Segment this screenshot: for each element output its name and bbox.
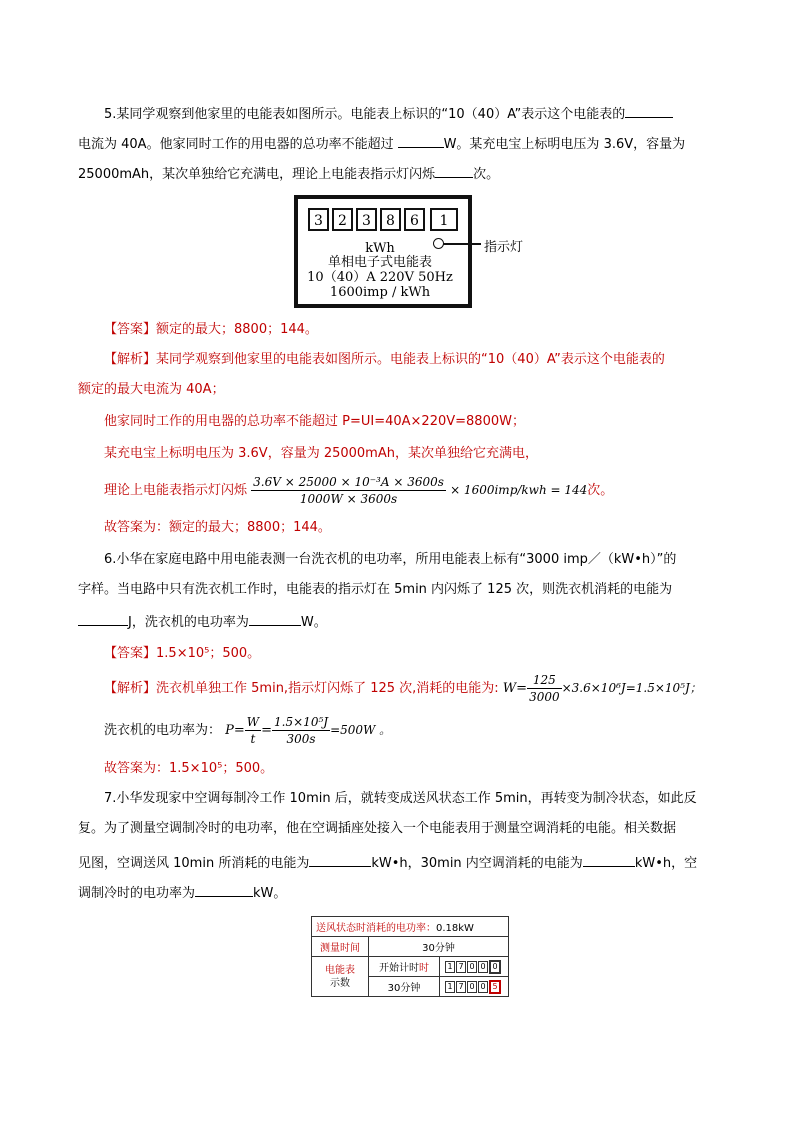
q7-blank-3 <box>195 882 253 897</box>
digit-box: 0 <box>467 981 477 993</box>
q5-line3 <box>78 163 499 184</box>
answer-text: 1.5×10⁵；500。 <box>156 646 261 661</box>
q7-blank-2 <box>583 852 635 867</box>
q6-text: J，洗衣机的电功率为 <box>128 615 249 630</box>
table-cell <box>440 957 509 977</box>
q7-line1: 7.小华发现家中空调每制冷工作 10min 后，就转变成送风状态工作 5min，再转变为制冷状态，如此反 <box>104 791 697 806</box>
q5-analysis-4: 某充电宝上标明电压为 3.6V，容量为 25000mAh，某次单独给它充满电， <box>104 446 538 461</box>
indicator-leader-line <box>443 243 481 245</box>
formula-symbol: P= <box>225 723 245 738</box>
q7-text: kW•h，空 <box>634 856 698 871</box>
table-cell <box>440 977 509 997</box>
q6-analysis-1 <box>104 670 702 707</box>
formula-result: =500W 。 <box>330 723 392 737</box>
fraction-denominator: 1000W × 3600s <box>299 492 398 506</box>
q5-text-2: 电流为 40A。他家同时工作的用电器的总功率不能超过 <box>78 137 394 152</box>
digit-box: 0 <box>478 961 488 973</box>
q7-line3 <box>78 852 697 873</box>
analysis-text: 洗衣机的电功率为： <box>104 723 222 738</box>
formula-result: × 1600imp/kwh = 144 <box>450 483 588 497</box>
q7-line2: 复。为了测量空调制冷时的电功率，他在空调插座处接入一个电能表用于测量空调消耗的电能。相关数据 <box>78 821 677 836</box>
meter-unit: kWh <box>365 241 395 256</box>
q6-line1: 6.小华在家庭电路中用电能表测一台洗衣机的电功率，所用电能表上标有“3000 imp／（kW•h）”的 <box>104 552 677 567</box>
analysis-text: 理论上电能表指示灯闪烁 <box>104 483 248 498</box>
meter-constant: 1600imp / kWh <box>329 285 431 300</box>
answer-label: 【答案】 <box>104 646 157 661</box>
fraction-numerator: 1.5×10⁵J <box>274 715 329 729</box>
table-cell <box>369 957 440 977</box>
q6-blank-1 <box>78 611 128 626</box>
meter-name: 单相电子式电能表 <box>327 255 432 270</box>
q5-blank-1 <box>625 103 673 118</box>
analysis-text: 次。 <box>587 483 614 498</box>
q7-data-table <box>311 916 509 997</box>
digit-box: 0 <box>478 981 488 993</box>
q6-answer <box>104 645 260 663</box>
digit-box-decimal: 0 <box>489 960 501 974</box>
fraction-denominator: 3000 <box>529 690 560 704</box>
q5-analysis-3: 他家同时工作的用电器的总功率不能超过 P=UI=40A×220V=8800W； <box>104 414 525 429</box>
q7-text: 调制冷时的电功率为 <box>78 886 196 901</box>
formula-result: ×3.6×10⁶J=1.5×10⁵J； <box>561 681 702 695</box>
table-cell: 测量时间 <box>312 937 369 957</box>
meter-digit: 3 <box>356 208 377 231</box>
q6-line2: 字样。当电路中只有洗衣机工作时，电能表的指示灯在 5min 内闪烁了 125 次，则洗衣机消耗的电能为 <box>78 582 673 597</box>
analysis-label: 【解析】 <box>104 352 157 367</box>
fraction <box>527 672 562 705</box>
fraction-numerator: W <box>246 715 260 729</box>
start-time-label: 开始计时 <box>379 963 419 974</box>
q6-text: W。 <box>300 615 327 630</box>
q6-line3 <box>78 611 327 632</box>
q7-blank-1 <box>309 852 371 867</box>
formula-symbol: W= <box>502 681 528 696</box>
q5-analysis-5 <box>104 472 613 509</box>
q7-text: kW•h，30min 内空调消耗的电能为 <box>371 856 583 871</box>
table-cell <box>312 917 509 937</box>
q5-text-1: 5.某同学观察到他家里的电能表如图所示。电能表上标识的“10（40）A”表示这个电能表的 <box>104 107 626 122</box>
power-value: 0.18kW <box>436 923 474 934</box>
fraction <box>272 714 330 747</box>
q6-conclusion: 故答案为：1.5×10⁵；500。 <box>104 761 274 776</box>
meter-digit: 2 <box>332 208 353 231</box>
meter-rating: 10（40）A 220V 50Hz <box>307 270 453 285</box>
table-row <box>312 957 509 977</box>
table-row <box>312 917 509 937</box>
q7-text: 见图，空调送风 10min 所消耗的电能为 <box>78 856 310 871</box>
q5-blank-2 <box>398 133 444 148</box>
q5-line1 <box>104 103 673 124</box>
meter-digit: 6 <box>404 208 425 231</box>
fraction-denominator: t <box>250 732 256 746</box>
q5-blank-3 <box>435 163 473 178</box>
table-row <box>312 937 509 957</box>
q5-text-4: 25000mAh，某次单独给它充满电，理论上电能表指示灯闪烁 <box>78 167 436 182</box>
fraction-numerator: 125 <box>527 672 562 689</box>
formula-symbol: = <box>261 723 273 738</box>
q5-conclusion: 故答案为：额定的最大；8800；144。 <box>104 520 331 535</box>
digit-box-decimal: 5 <box>489 980 501 994</box>
q5-text-3: W。某充电宝上标明电压为 3.6V，容量为 <box>443 137 686 152</box>
digit-box: 7 <box>456 961 466 973</box>
start-time-label-suffix: 时 <box>419 963 429 974</box>
table-cell: 30分钟 <box>369 937 509 957</box>
fraction <box>245 714 261 747</box>
q7-text: kW。 <box>253 886 287 901</box>
table-cell: 30分钟 <box>369 977 440 997</box>
analysis-text: 洗衣机单独工作 5min,指示灯闪烁了 125 次,消耗的电能为: <box>156 681 499 696</box>
q5-analysis-2: 额定的最大电流为 40A； <box>78 382 225 397</box>
analysis-label: 【解析】 <box>104 681 157 696</box>
q5-text-5: 次。 <box>473 167 500 182</box>
q6-blank-2 <box>249 611 301 626</box>
power-label: 送风状态时消耗的电功率： <box>316 923 436 934</box>
fraction-numerator: 3.6V × 25000 × 10⁻³A × 3600s <box>253 475 444 489</box>
q5-answer <box>104 321 318 339</box>
digit-box: 1 <box>445 961 455 973</box>
answer-label: 【答案】 <box>104 322 157 337</box>
meter-digit-decimal: 1 <box>430 208 458 231</box>
meter-reading-label: 电能表 <box>325 964 355 976</box>
q5-analysis-1 <box>104 351 665 369</box>
analysis-text: 某同学观察到他家里的电能表如图所示。电能表上标识的“10（40）A”表示这个电能表的 <box>156 352 665 367</box>
answer-text: 额定的最大；8800；144。 <box>156 322 318 337</box>
q7-line4 <box>78 882 286 903</box>
indicator-label: 指示灯 <box>484 240 524 255</box>
meter-digit: 3 <box>308 208 329 231</box>
meter-digits <box>308 208 461 231</box>
digit-box: 1 <box>445 981 455 993</box>
electric-meter-figure <box>294 195 472 308</box>
meter-digit: 8 <box>380 208 401 231</box>
q5-line2 <box>78 133 685 154</box>
q6-analysis-2 <box>104 710 391 751</box>
table-cell <box>312 957 369 997</box>
digit-box: 0 <box>467 961 477 973</box>
fraction <box>251 474 446 507</box>
digit-box: 7 <box>456 981 466 993</box>
fraction-denominator: 300s <box>286 732 316 746</box>
meter-reading-label: 示数 <box>330 977 350 989</box>
